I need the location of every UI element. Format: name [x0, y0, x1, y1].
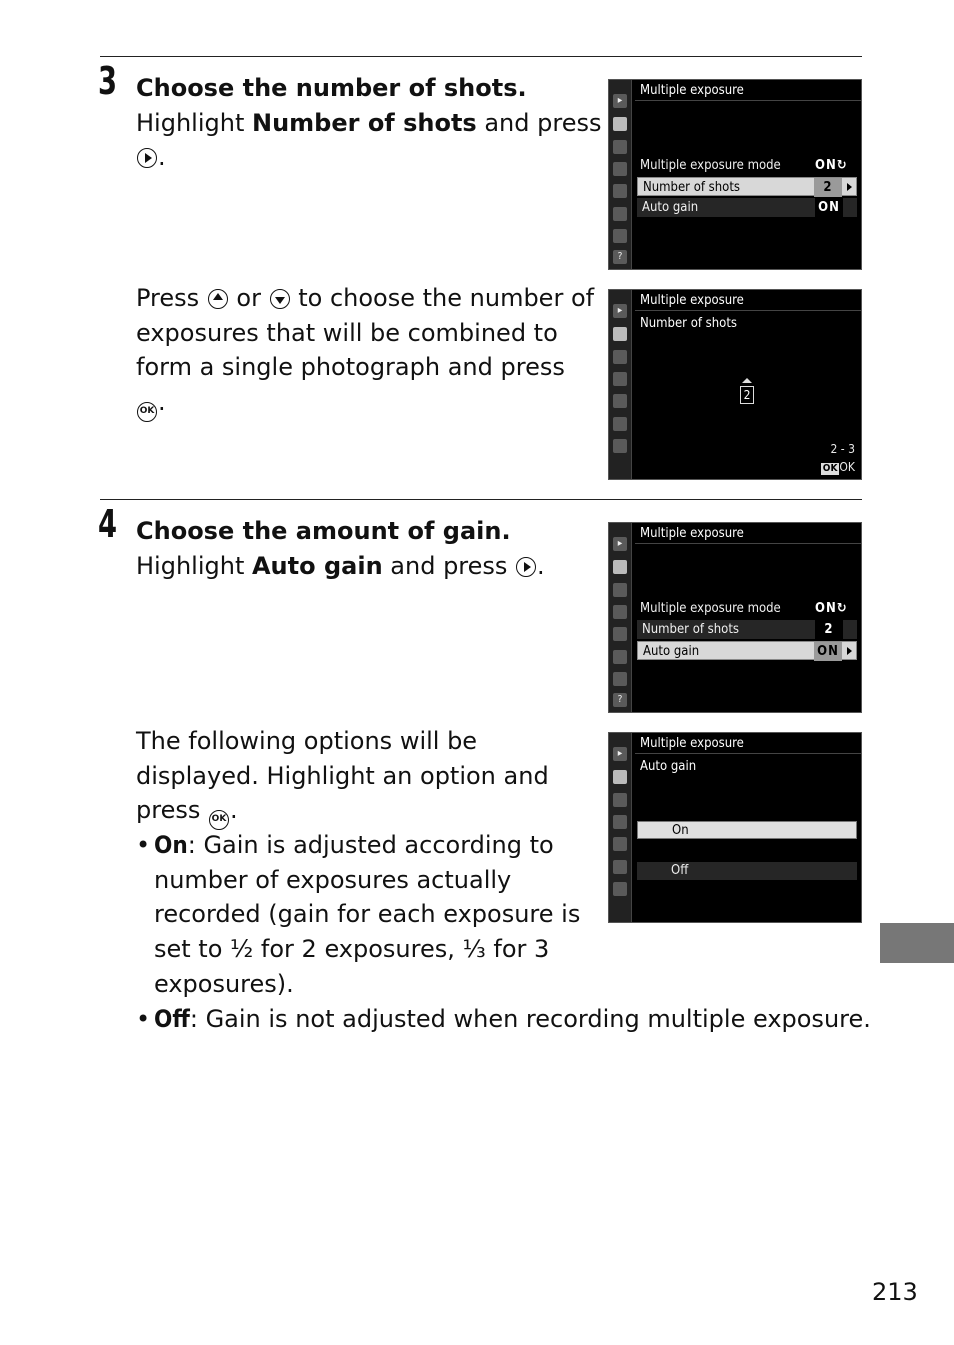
- step-4-rule: [100, 499, 862, 500]
- my-menu-icon: [613, 439, 627, 453]
- menu-item-shots-value: 2: [815, 620, 843, 639]
- menu-item-gain[interactable]: [637, 641, 857, 660]
- playback-icon: ▸: [613, 537, 627, 551]
- option-on-bold: On: [154, 831, 188, 859]
- step-3-line1-post: and press: [476, 108, 602, 137]
- option-off-bold: Off: [154, 1004, 190, 1033]
- playback-icon: ▸: [613, 304, 627, 318]
- screen-subtitle: Number of shots: [640, 316, 738, 331]
- option-on-line1: : Gain is adjusted according to: [187, 831, 554, 859]
- step-3-line1-pre: Highlight: [136, 108, 252, 137]
- camera-icon: [613, 560, 627, 574]
- pencil-icon: [613, 815, 627, 829]
- title-divider: [635, 100, 861, 101]
- arrow-right-icon: [847, 183, 852, 191]
- step-3-para2: [136, 281, 594, 422]
- step-3-para2-line4: OK .: [136, 385, 594, 422]
- para2-post: to choose the number of: [290, 284, 595, 312]
- menu-item-mode-label: Multiple exposure mode: [640, 158, 781, 173]
- step-3-para2-line2: exposures that will be combined to: [136, 318, 558, 347]
- bullet-icon: •: [136, 831, 151, 859]
- ok-button-icon: OK: [209, 810, 229, 830]
- camera-screen-menu-shots: [608, 79, 862, 270]
- step-3-line1-bold: Number of shots: [251, 108, 477, 137]
- title-divider: [635, 753, 861, 754]
- ok-button-icon: OK: [137, 402, 157, 422]
- menu-item-gain[interactable]: [637, 198, 857, 217]
- wrench-icon: [613, 837, 627, 851]
- multi-selector-up-icon: [208, 289, 228, 309]
- para2-pre: Press: [136, 284, 207, 312]
- menu-sidebar: [609, 733, 632, 922]
- step-4-heading: Choose the amount of gain.: [136, 517, 511, 545]
- camera-icon: [613, 327, 627, 341]
- retouch-icon: [613, 650, 627, 664]
- camera-screen-menu-gain: [608, 522, 862, 713]
- option-on-line3: recorded (gain for each exposure is: [154, 900, 581, 929]
- step-3-heading: Choose the number of shots.: [136, 74, 527, 102]
- step-3-para2-line1: [136, 281, 594, 316]
- step-4-number: 4: [98, 502, 118, 546]
- step-4-para2-line1: The following options will be: [136, 727, 478, 755]
- retouch-icon: [613, 860, 627, 874]
- multi-selector-right-icon: [137, 148, 157, 168]
- menu-item-mode[interactable]: [637, 156, 857, 175]
- menu-item-mode-value: ON↻: [815, 601, 848, 616]
- title-divider: [635, 310, 861, 311]
- screen-subtitle: Auto gain: [640, 759, 697, 774]
- step-3-line2: .: [136, 140, 601, 175]
- pencil-icon: [613, 372, 627, 386]
- playback-icon: ▸: [613, 94, 627, 108]
- menu-item-shots[interactable]: [637, 177, 857, 196]
- spin-up-icon[interactable]: [742, 378, 752, 383]
- step-4-para2-press: press: [136, 796, 208, 825]
- menu-item-mode-value: ON↻: [815, 158, 848, 173]
- multi-selector-right-icon: [516, 557, 536, 577]
- list-item-off: [136, 1002, 871, 1037]
- shots-spinner[interactable]: 2: [740, 386, 754, 404]
- menu-item-shots-label: Number of shots: [642, 622, 740, 637]
- menu-item-gain-label: Auto gain: [643, 644, 700, 659]
- screen-title: Multiple exposure: [640, 293, 744, 308]
- step-4-para2-line2: displayed. Highlight an option and: [136, 761, 549, 790]
- section-tab: [880, 923, 954, 963]
- help-icon: ?: [613, 693, 627, 707]
- menu-sidebar: [609, 80, 632, 269]
- camera-icon: [613, 117, 627, 131]
- top-rule: [100, 56, 862, 57]
- menu-item-shots-value: 2: [814, 178, 842, 197]
- retouch-icon: [613, 417, 627, 431]
- step-4-line1-pre: Highlight: [136, 551, 252, 580]
- menu-item-shots-label: Number of shots: [643, 180, 741, 195]
- wrench-icon: [613, 627, 627, 641]
- option-off-line1: : Gain is not adjusted when recording multiple exposure.: [189, 1004, 871, 1033]
- camera-icon: [613, 770, 627, 784]
- movie-icon: [613, 350, 627, 364]
- menu-sidebar: [609, 523, 632, 712]
- menu-item-gain-value: ON: [814, 642, 842, 661]
- step-3-number: 3: [98, 59, 118, 103]
- retouch-icon: [613, 207, 627, 221]
- wrench-icon: [613, 184, 627, 198]
- option-on[interactable]: On: [637, 821, 857, 839]
- my-menu-icon: [613, 882, 627, 896]
- option-on-line4: set to ½ for 2 exposures, ⅓ for 3: [154, 935, 550, 964]
- para2-or: or: [228, 284, 269, 312]
- my-menu-icon: [613, 229, 627, 243]
- screen-title: Multiple exposure: [640, 736, 744, 751]
- my-menu-icon: [613, 672, 627, 686]
- step-3-text: [136, 71, 601, 175]
- arrow-right-icon: [847, 647, 852, 655]
- title-divider: [635, 543, 861, 544]
- menu-sidebar: [609, 290, 632, 479]
- menu-item-mode-label: Multiple exposure mode: [640, 601, 781, 616]
- option-on-line2: number of exposures actually: [154, 865, 512, 894]
- option-off[interactable]: Off: [637, 862, 857, 880]
- bullet-icon: •: [136, 1004, 151, 1033]
- ok-label: OK: [839, 460, 855, 474]
- camera-screen-auto-gain: [608, 732, 862, 923]
- step-3-para2-line3: form a single photograph and press: [136, 353, 565, 382]
- shots-range: 2 - 3: [830, 442, 855, 456]
- step-4-line1-post: and press: [382, 551, 516, 580]
- step-4-line1: Highlight Auto gain and press .: [136, 551, 545, 580]
- movie-icon: [613, 793, 627, 807]
- step-3-line1: [136, 106, 601, 141]
- page-number: 213: [872, 1278, 918, 1306]
- pencil-icon: [613, 605, 627, 619]
- step-4-line1-bold: Auto gain: [251, 551, 383, 580]
- help-icon: ?: [613, 250, 627, 264]
- movie-icon: [613, 140, 627, 154]
- menu-item-mode[interactable]: [637, 599, 857, 618]
- wrench-icon: [613, 394, 627, 408]
- menu-item-gain-label: Auto gain: [642, 200, 699, 215]
- step-4-text: [136, 514, 545, 583]
- step-4-para2-line3: press OK .: [136, 793, 549, 830]
- option-on-line5: exposures).: [154, 969, 294, 998]
- pencil-icon: [613, 162, 627, 176]
- movie-icon: [613, 583, 627, 597]
- screen-title: Multiple exposure: [640, 83, 744, 98]
- screen-title: Multiple exposure: [640, 526, 744, 541]
- ok-icon: OK: [822, 463, 838, 474]
- menu-item-gain-value: ON: [815, 198, 843, 217]
- step-4-para2: [136, 724, 549, 830]
- playback-icon: ▸: [613, 747, 627, 761]
- multi-selector-down-icon: [270, 289, 290, 309]
- ok-hint: [821, 460, 855, 475]
- camera-screen-number-shots: [608, 289, 862, 480]
- menu-item-shots[interactable]: [637, 620, 857, 639]
